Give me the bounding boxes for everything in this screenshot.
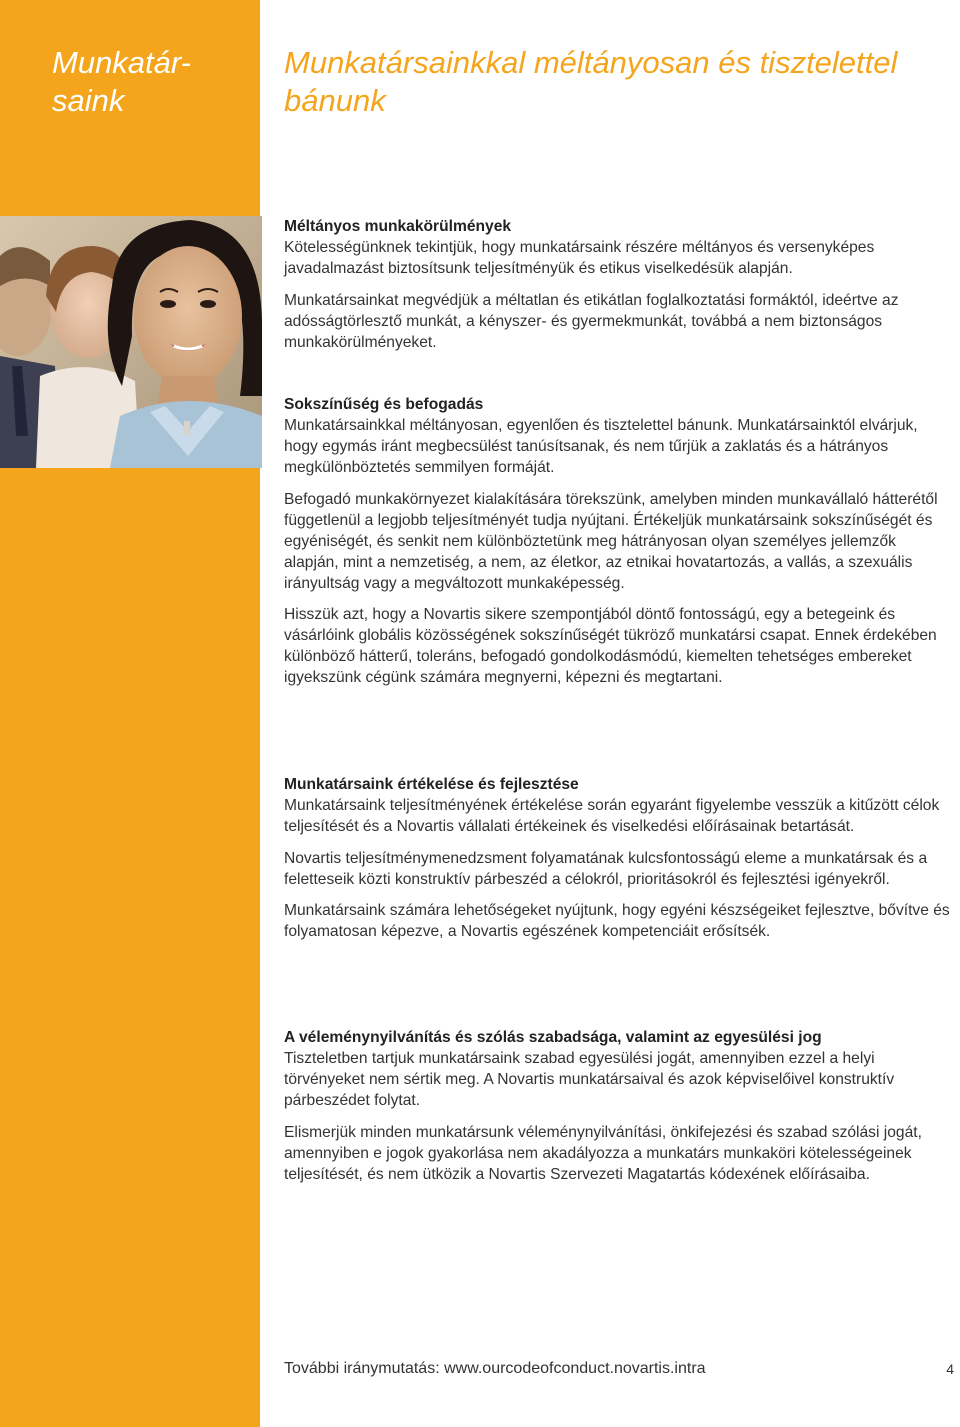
section-freedom-of-expression [284, 1027, 952, 1185]
section-fair-working-conditions [284, 216, 952, 353]
section-diversity-inclusion [284, 394, 952, 688]
footer-guidance-link: További iránymutatás: www.ourcodeofconduct.novartis.intra [284, 1360, 706, 1377]
section-paragraph: Befogadó munkakörnyezet kialakítására törekszünk, amelyben minden munkavállaló hátterétől függetlenül a legjobb teljesítményét tudja nyújtani. Értékeljük munkatársaink sokszínűségét és egyéniségét, és senkit nem különböztetünk meg hátrányosan olyan személyes jellemzők alapján, mint a nemzetiség, a nem, az életkor, az etnikai hovatartozás, a vallás, a szexuális irányultság vagy a megváltozott munkaképesség. [284, 490, 938, 592]
section-heading: Méltányos munkakörülmények [284, 218, 512, 235]
section-paragraph: Hisszük azt, hogy a Novartis sikere szempontjából döntő fontosságú, egy a betegeink és vásárlóink globális közösségének sokszínűségét tükröző munkatársi csapat. Ennek érdekében különböző hátterű, toleráns, befogadó gondolkodásmódú, kiemelten tehetséges embereket igyekszünk cégünk számára megnyerni, képezni és megtartani. [284, 606, 937, 686]
section-paragraph: Novartis teljesítménymenedzsment folyamatának kulcsfontosságú eleme a munkatársak és a feletteseik közti konstruktív párbeszéd a célokról, prioritásokról és fejlesztési igényekről. [284, 849, 928, 888]
section-paragraph: Tiszteletben tartjuk munkatársaink szabad egyesülési jogát, amennyiben ezzel a helyi törvényeket nem sértik meg. A Novartis munkatársaival és azok képviselőivel konstruktív párbeszédet folytat. [284, 1050, 895, 1109]
section-evaluation-development [284, 774, 952, 942]
section-heading: Sokszínűség és befogadás [284, 396, 484, 413]
section-paragraph: Munkatársaink számára lehetőségeket nyújtunk, hogy egyéni készségeiket fejlesztve, bővítve és folyamatosan képezve, a Novartis egészének kompetenciáit erősítsék. [284, 902, 950, 940]
section-paragraph: Munkatársainkat megvédjük a méltatlan és etikátlan foglalkoztatási formáktól, ideértve az adósságtörlesztő munkát, a kényszer- és gyermekmunkát, továbbá a nem biztonságos munkakörülményeket. [284, 291, 899, 351]
section-paragraph: Munkatársainkkal méltányosan, egyenlően és tisztelettel bánunk. Munkatársainktól elvárjuk, hogy egymás iránt megbecsülést tanúsítsanak, és nem tűrjük a zaklatás és a hátrányos megkülönböztetés semmilyen formáját. [284, 417, 918, 476]
employee-group-photo [0, 216, 262, 468]
section-paragraph: Munkatársaink teljesítményének értékelése során egyaránt figyelembe vesszük a kitűzött célok teljesítését és a Novartis vállalati értékeinek és viselkedési előírásainak betartását. [284, 797, 940, 835]
section-paragraph: Kötelességünknek tekintjük, hogy munkatársaink részére méltányos és versenyképes javadalmazást biztosítsunk teljesítményük és etikus viselkedésük alapján. [284, 239, 875, 277]
section-paragraph: Elismerjük minden munkatársunk véleménynyilvánítási, önkifejezési és szabad szólási jogát, amennyiben e jogok gyakorlása nem akadályozza a munkatárs munkaköri kötelességeinek teljesítését, és nem ütközik a Novartis Szervezeti Magatartás kódexének előírásaiba. [284, 1123, 922, 1183]
section-heading: Munkatársaink értékelése és fejlesztése [284, 776, 579, 793]
page-title: Munkatársainkkal méltányosan és tisztelettel bánunk [284, 45, 898, 118]
sidebar-title: Munkatár-saink [52, 45, 191, 118]
section-heading: A véleménynyilvánítás és szólás szabadsága, valamint az egyesülési jog [284, 1029, 822, 1046]
page-number: 4 [946, 1361, 954, 1377]
sidebar-band [0, 0, 260, 1427]
